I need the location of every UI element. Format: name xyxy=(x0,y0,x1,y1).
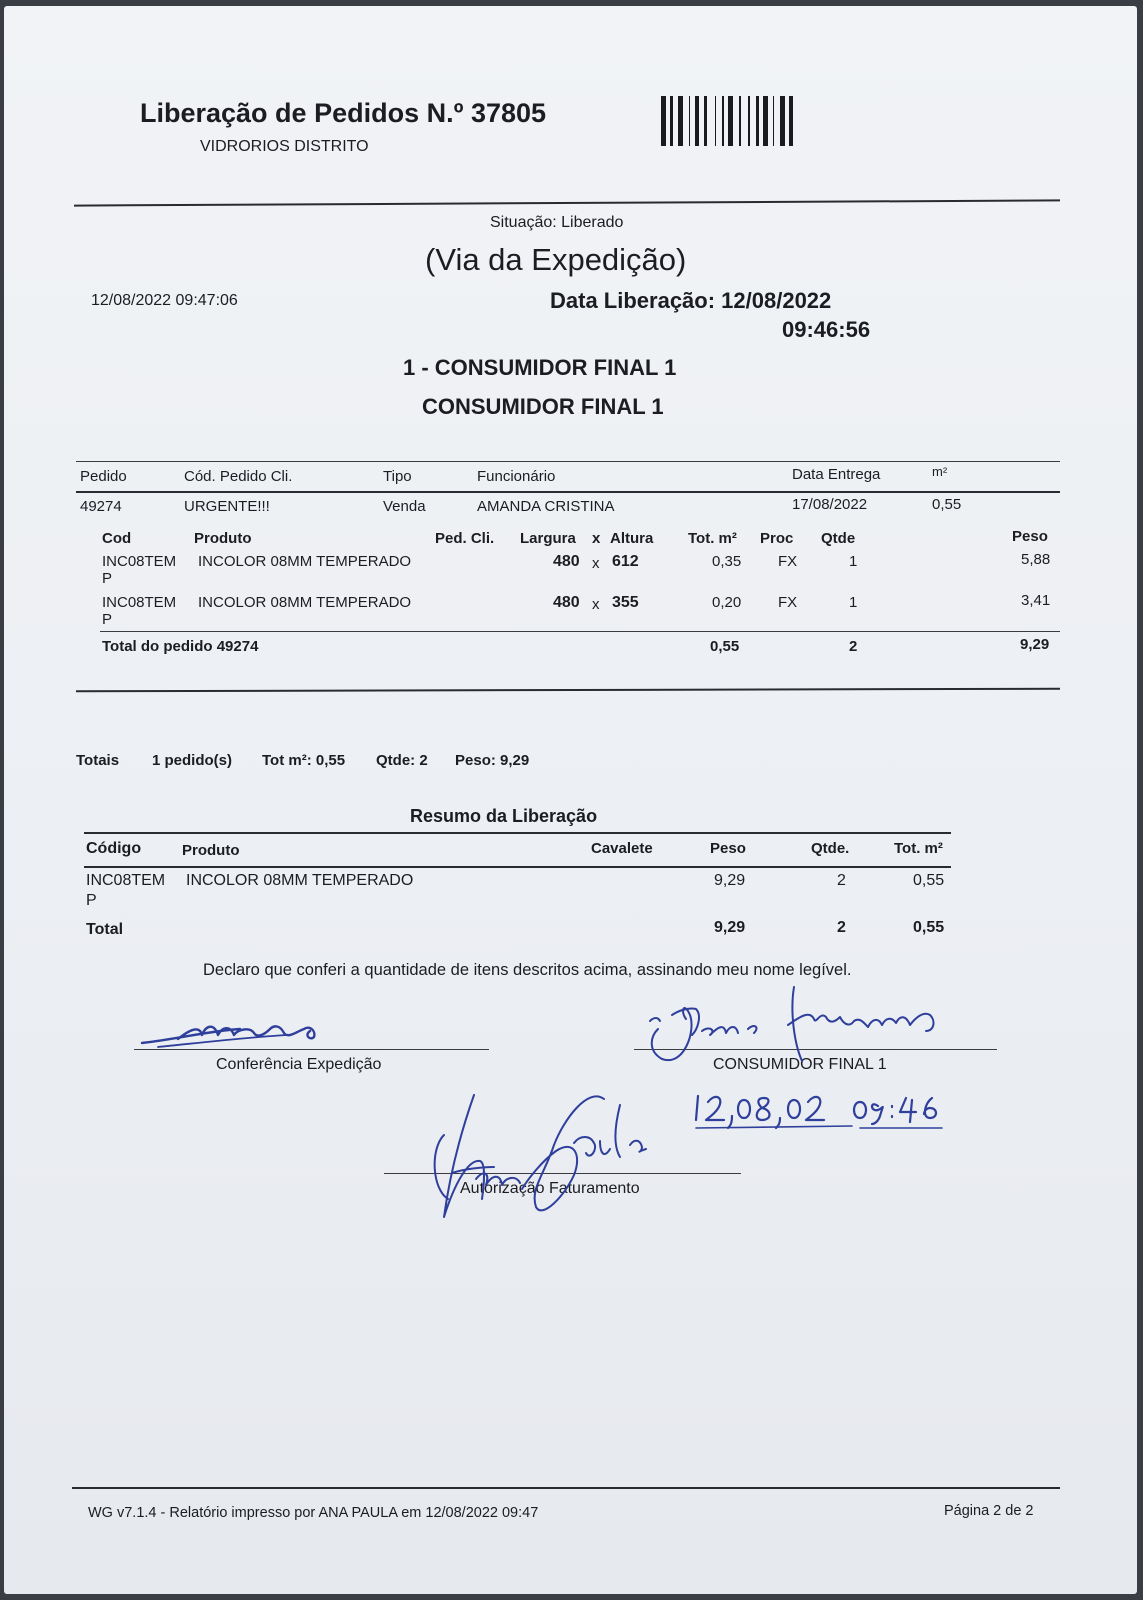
order-total-tot-m2: 0,55 xyxy=(710,638,740,655)
item-col-qtde: Qtde xyxy=(821,530,856,547)
barcode-bar xyxy=(689,96,691,146)
resumo-title: Resumo da Liberação xyxy=(410,806,598,826)
handwritten-date xyxy=(692,1086,982,1134)
header-divider xyxy=(74,199,1060,206)
col-funcionario: Funcionário xyxy=(477,468,556,485)
barcode-bar xyxy=(695,96,700,146)
item-1-cod: INC08TEM xyxy=(102,553,177,570)
barcode-bar xyxy=(728,96,733,146)
order-data-entrega: 17/08/2022 xyxy=(792,496,868,513)
item-2-tot-m2: 0,20 xyxy=(712,594,742,611)
col-m2: m² xyxy=(932,464,948,479)
barcode-bar xyxy=(704,96,707,146)
item-col-cod: Cod xyxy=(102,530,132,547)
consumidor-label: CONSUMIDOR FINAL 1 xyxy=(713,1056,887,1073)
print-datetime: 12/08/2022 09:47:06 xyxy=(91,292,238,309)
conferencia-signature xyxy=(138,1009,378,1049)
situacao-label: Situação: Liberado xyxy=(490,214,624,231)
item-col-proc: Proc xyxy=(760,530,794,547)
customer-title: 1 - CONSUMIDOR FINAL 1 xyxy=(403,355,677,380)
totais-peso: Peso: 9,29 xyxy=(455,752,530,769)
resumo-col-codigo: Código xyxy=(86,840,142,857)
resumo-total-tot-m2: 0,55 xyxy=(913,919,945,936)
resumo-col-qtde: Qtde. xyxy=(811,840,850,857)
resumo-col-cavalete: Cavalete xyxy=(591,840,653,857)
resumo-total-peso: 9,29 xyxy=(714,919,746,936)
barcode-bar xyxy=(773,96,775,146)
order-table-bottom-rule xyxy=(76,688,1060,693)
resumo-codigo-cont: P xyxy=(86,892,97,909)
resumo-codigo: INC08TEM xyxy=(86,872,166,889)
barcode-bar xyxy=(661,96,666,146)
footer-printed-by: WG v7.1.4 - Relatório impresso por ANA PAULA em 12/08/2022 09:47 xyxy=(88,1505,539,1521)
order-total-label: Total do pedido 49274 xyxy=(102,638,259,655)
resumo-top-rule xyxy=(84,832,951,834)
document-page xyxy=(4,6,1137,1594)
resumo-col-tot-m2: Tot. m² xyxy=(894,840,943,857)
order-m2: 0,55 xyxy=(932,496,962,513)
declaration-text: Declaro que conferi a quantidade de itens descritos acima, assinando meu nome legível. xyxy=(203,961,852,979)
resumo-header-rule xyxy=(84,866,951,868)
barcode-bar xyxy=(678,96,683,146)
order-total-qtde: 2 xyxy=(849,638,858,655)
data-liberacao-time: 09:46:56 xyxy=(782,317,871,342)
item-col-ped-cli: Ped. Cli. xyxy=(435,530,495,547)
footer-rule xyxy=(72,1487,1060,1489)
company-name: VIDRORIOS DISTRITO xyxy=(200,138,369,155)
consumidor-signature xyxy=(644,981,964,1066)
resumo-total-label: Total xyxy=(86,921,124,938)
item-2-proc: FX xyxy=(778,594,798,611)
item-col-tot-m2: Tot. m² xyxy=(688,530,737,547)
barcode-bar xyxy=(789,96,792,146)
item-col-x: x xyxy=(592,530,601,547)
item-1-x: x xyxy=(592,555,600,572)
barcode-bar xyxy=(780,96,785,146)
item-1-qtde: 1 xyxy=(849,553,858,570)
item-1-largura: 480 xyxy=(553,553,580,570)
item-1-peso: 5,88 xyxy=(1021,551,1051,568)
barcode-bar xyxy=(715,96,717,146)
totais-label: Totais xyxy=(76,752,120,769)
resumo-qtde: 2 xyxy=(837,872,846,889)
item-2-cod: INC08TEM xyxy=(102,594,177,611)
barcode-bar xyxy=(763,96,768,146)
item-2-qtde: 1 xyxy=(849,594,858,611)
item-2-peso: 3,41 xyxy=(1021,592,1051,609)
item-1-cod-cont: P xyxy=(102,570,113,587)
totais-qtde: Qtde: 2 xyxy=(376,752,428,769)
barcode-bar xyxy=(670,96,673,146)
footer-page-number: Página 2 de 2 xyxy=(944,1503,1034,1519)
resumo-col-produto: Produto xyxy=(182,842,240,859)
resumo-tot-m2: 0,55 xyxy=(913,872,945,889)
order-header-rule xyxy=(76,491,1060,493)
item-2-cod-cont: P xyxy=(102,611,113,628)
resumo-produto: INCOLOR 08MM TEMPERADO xyxy=(186,872,414,889)
item-1-produto: INCOLOR 08MM TEMPERADO xyxy=(198,553,412,570)
autorizacao-signature xyxy=(424,1089,654,1234)
item-col-peso: Peso xyxy=(1012,528,1048,545)
item-col-altura: Altura xyxy=(610,530,654,547)
barcode-bar xyxy=(756,96,759,146)
barcode-bar xyxy=(739,96,741,146)
barcode-bar xyxy=(748,96,750,146)
resumo-peso: 9,29 xyxy=(714,872,746,889)
document-title: Liberação de Pedidos N.º 37805 xyxy=(140,98,547,128)
totais-pedidos: 1 pedido(s) xyxy=(152,752,233,769)
barcode-bar xyxy=(722,96,724,146)
item-col-produto: Produto xyxy=(194,530,252,547)
item-1-proc: FX xyxy=(778,553,798,570)
order-pedido: 49274 xyxy=(80,498,122,515)
order-cod-pedido-cli: URGENTE!!! xyxy=(184,498,270,515)
via-label: (Via da Expedição) xyxy=(425,242,687,277)
order-table-top-rule xyxy=(76,461,1060,462)
order-total-peso: 9,29 xyxy=(1020,636,1050,653)
col-tipo: Tipo xyxy=(383,468,412,485)
conferencia-signature-line xyxy=(134,1049,489,1050)
autorizacao-label: Autorização Faturamento xyxy=(460,1180,640,1197)
item-2-altura: 355 xyxy=(612,594,639,611)
item-2-produto: INCOLOR 08MM TEMPERADO xyxy=(198,594,412,611)
resumo-total-qtde: 2 xyxy=(837,919,846,936)
customer-subtitle: CONSUMIDOR FINAL 1 xyxy=(422,394,664,419)
col-data-entrega: Data Entrega xyxy=(792,466,881,483)
resumo-col-peso: Peso xyxy=(710,840,746,857)
col-cod-pedido-cli: Cód. Pedido Cli. xyxy=(184,468,293,485)
col-pedido: Pedido xyxy=(80,468,127,485)
item-2-x: x xyxy=(592,596,600,613)
order-total-rule xyxy=(100,631,1060,632)
item-1-tot-m2: 0,35 xyxy=(712,553,742,570)
barcode xyxy=(661,96,833,146)
order-tipo: Venda xyxy=(383,498,426,515)
item-1-altura: 612 xyxy=(612,553,639,570)
totais-tot-m2: Tot m²: 0,55 xyxy=(262,752,346,769)
item-2-largura: 480 xyxy=(553,594,580,611)
data-liberacao: Data Liberação: 12/08/2022 xyxy=(550,288,832,313)
order-funcionario: AMANDA CRISTINA xyxy=(477,498,615,515)
item-col-largura: Largura xyxy=(520,530,576,547)
conferencia-label: Conferência Expedição xyxy=(216,1056,382,1073)
